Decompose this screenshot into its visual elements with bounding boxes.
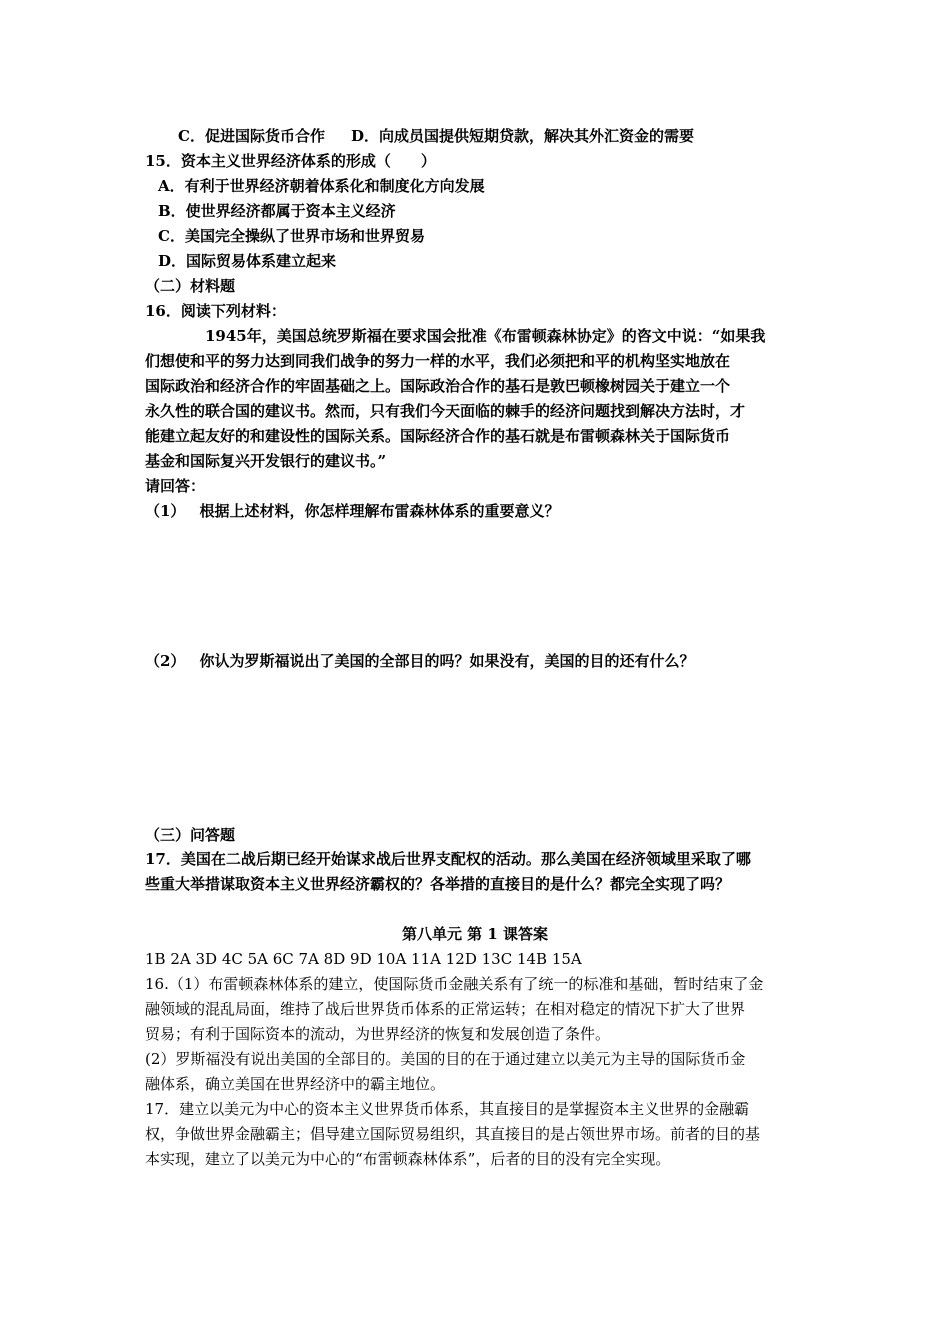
q15-option-a: A．有利于世界经济朝着体系化和制度化方向发展 [158,177,485,195]
q17-line: 17．美国在二战后期已经开始谋求战后世界支配权的活动。那么美国在经济领域里采取了哪 [145,850,751,868]
q16-prompt: 请回答： [145,477,206,495]
q14-options-cd [178,126,694,146]
answer-16-line: 融体系，确立美国在世界经济中的霸主地位。 [145,1075,446,1093]
q16-material-line: 基金和国际复兴开发银行的建议书。” [145,452,387,470]
answer-16-line: (2）罗斯福没有说出美国的全部目的。美国的目的在于通过建立以美元为主导的国际货币金 [145,1050,746,1068]
choice-answer-key: 1B 2A 3D 4C 5A 6C 7A 8D 9D 10A 11A 12D 13C 14B 15A [145,950,582,968]
sub-question-number: （1） [145,502,186,520]
q16-material-line: 国际政治和经济合作的牢固基础之上。国际政治合作的基石是敦巴顿橡树园关于建立一个 [145,377,731,395]
answer-17-line: 17．建立以美元为中心的资本主义世界货币体系，其直接目的是掌握资本主义世界的金融霸 [145,1100,750,1118]
q16-material-line: 们想使和平的努力达到同我们战争的努力一样的水平，我们必须把和平的机构坚实地放在 [145,352,731,370]
answer-17-line: 本实现，建立了以美元为中心的“布雷顿森林体系”，后者的目的没有完全实现。 [145,1150,671,1168]
q16-sub-question-2 [145,651,694,671]
q17-line: 些重大举措谋取资本主义世界经济霸权的？各举措的直接目的是什么？都完全实现了吗？ [145,875,731,893]
section-2-title: （二）材料题 [145,277,236,295]
sub-question-text: 根据上述材料，你怎样理解布雷森林体系的重要意义？ [199,502,560,520]
q14-option-d: D．向成员国提供短期贷款，解决其外汇资金的需要 [350,127,694,145]
q16-material-line: 能建立起友好的和建设性的国际关系。国际经济合作的基石就是布雷顿森林关于国际货币 [145,427,731,445]
q15-option-c: C．美国完全操纵了世界市场和世界贸易 [158,227,425,245]
q14-option-c: C．促进国际货币合作 [178,127,325,145]
answer-16-line: 贸易；有利于国际资本的流动，为世界经济的恢复和发展创造了条件。 [145,1025,611,1043]
sub-question-number: （2） [145,652,186,670]
answer-16-line: 16.（1）布雷顿森林体系的建立，使国际货币金融关系有了统一的标准和基础，暂时结束了金 [145,975,764,993]
q16-material-line: 1945年，美国总统罗斯福在要求国会批准《布雷顿森林协定》的咨文中说：“如果我 [205,327,766,345]
answer-16-line: 融领域的混乱局面，维持了战后世界货币体系的正常运转；在相对稳定的情况下扩大了世界 [145,1000,746,1018]
q15-option-d: D．国际贸易体系建立起来 [158,252,337,270]
answers-title: 第八单元 第 1 课答案 [401,925,549,943]
section-3-title: （三）问答题 [145,826,236,844]
q16-material-line: 永久性的联合国的建议书。然而，只有我们今天面临的棘手的经济问题找到解决方法时，才 [145,402,746,420]
sub-question-text: 你认为罗斯福说出了美国的全部目的吗？如果没有，美国的目的还有什么？ [199,652,695,670]
q16-sub-question-1 [145,501,559,521]
q15-stem: 15．资本主义世界经济体系的形成（ ） [145,152,436,170]
q15-option-b: B．使世界经济都属于资本主义经济 [158,202,396,220]
q16-stem: 16．阅读下列材料： [145,302,286,320]
answer-17-line: 权，争做世界金融霸主；倡导建立国际贸易组织，其直接目的是占领世界市场。前者的目的基 [145,1125,761,1143]
